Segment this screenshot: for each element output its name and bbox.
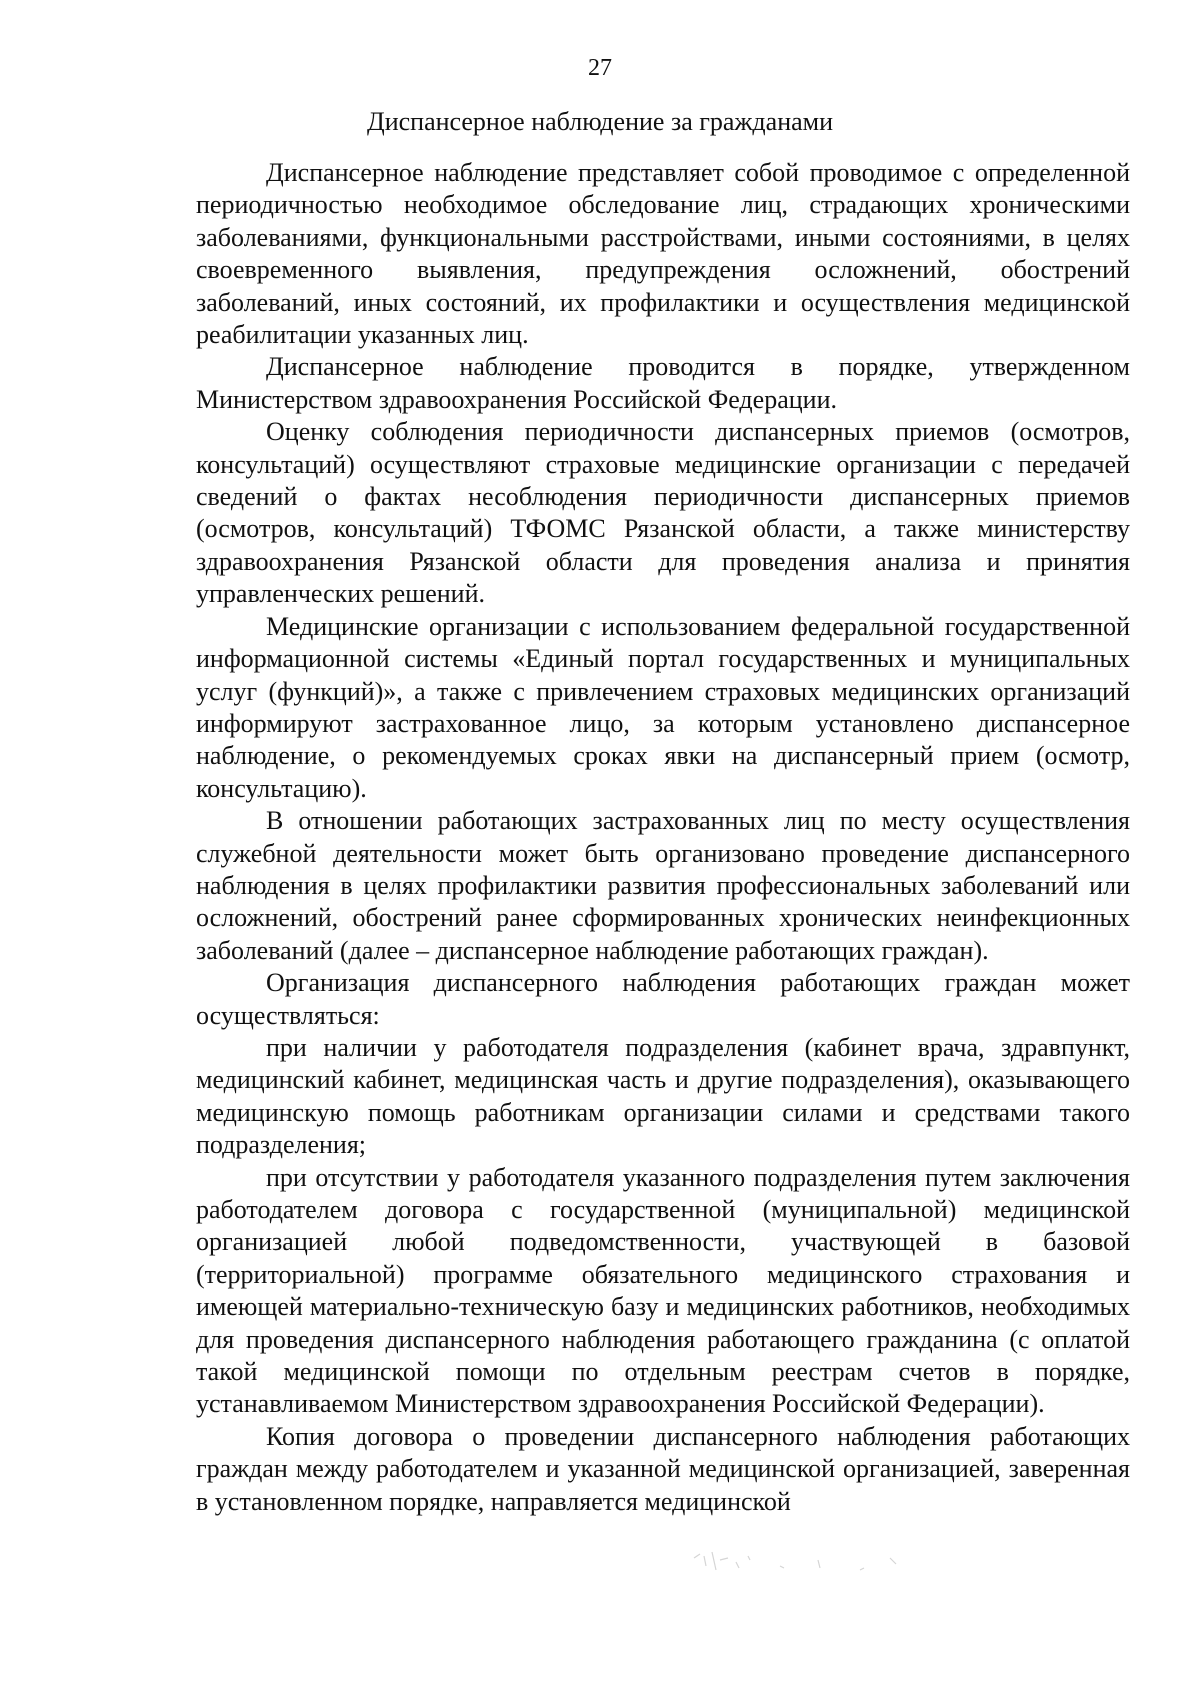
paragraph: В отношении работающих застрахованных лиц по месту осуществления служебной деятельности может быть организовано проведение диспансерного наблюдения в целях профилактики развития профессиональных заболеваний или осложнений, обострений ранее сформированных хронических неинфекционных заболеваний (далее – диспансерное наблюдение работающих граждан). <box>196 806 1130 965</box>
list-item: при наличии у работодателя подразделения (кабинет врача, здравпункт, медицинский кабинет, медицинская часть и другие подразделения), оказывающего медицинскую помощь работникам организации силами и средствами такого подразделения; <box>196 1032 1130 1160</box>
paragraph: Медицинские организации с использованием федеральной государственной информационной системы «Единый портал государственных и муниципальных услуг (функций)», а также с привлечением страховых медицинских организаций информируют застрахованное лицо, за которым установлено диспансерное наблюдение, о рекомендуемых сроках явки на диспансерный прием (осмотр, консультацию). <box>196 611 1130 803</box>
paragraph: Копия договора о проведении диспансерного наблюдения работающих граждан между работодателем и указанной медицинской организацией, заверенная в установленном порядке, направляется медицинской <box>196 1421 1130 1516</box>
scan-artifact-mark <box>690 1548 930 1584</box>
paragraph: Диспансерное наблюдение представляет собой проводимое с определенной периодичностью необходимое обследование лиц, страдающих хроническими заболеваниями, функциональными расстройствами, иными состояниями, в целях своевременного выявления, предупреждения осложнений, обострений заболеваний, иных состояний, их профилактики и осуществления медицинской реабилитации указанных лиц. <box>196 158 1130 350</box>
paragraph: Организация диспансерного наблюдения работающих граждан может осуществляться: <box>196 968 1130 1030</box>
section-title: Диспансерное наблюдение за гражданами <box>366 107 834 136</box>
paragraph: Оценку соблюдения периодичности диспансерных приемов (осмотров, консультаций) осуществляют страховые медицинские организации с передачей сведений о фактах несоблюдения периодичности диспансерных приемов (осмотров, консультаций) ТФОМС Рязанской области, а также министерству здравоохранения Рязанской области для проведения анализа и принятия управленческих решений. <box>196 417 1130 609</box>
list-item: при отсутствии у работодателя указанного подразделения путем заключения работодателем договора с государственной (муниципальной) медицинской организацией любой подведомственности, участвующей в базовой (территориальной) программе обязательного медицинского страхования и имеющей материально-техническую базу и медицинских работников, необходимых для проведения диспансерного наблюдения работающего гражданина (с оплатой такой медицинской помощи по отдельным реестрам счетов в порядке, устанавливаемом Министерством здравоохранения Российской Федерации). <box>196 1162 1130 1419</box>
page-number: 27 <box>588 55 612 81</box>
paragraph: Диспансерное наблюдение проводится в порядке, утвержденном Министерством здравоохранения Российской Федерации. <box>196 352 1130 414</box>
document-body <box>196 157 1130 1518</box>
